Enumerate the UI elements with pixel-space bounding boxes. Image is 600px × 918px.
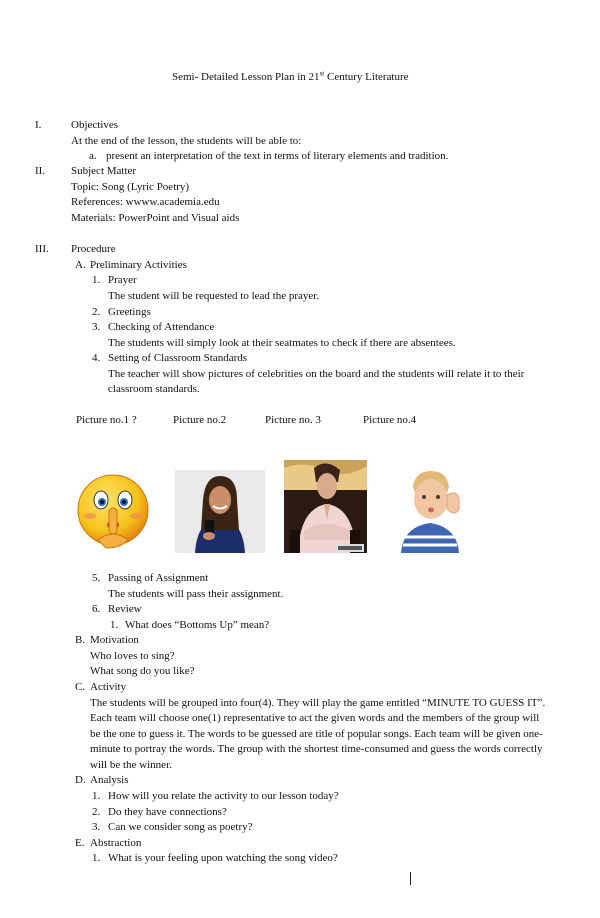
subsection-label: E. bbox=[75, 837, 85, 849]
list-number: 2. bbox=[92, 306, 101, 318]
subsection-heading: Preliminary Activities bbox=[90, 259, 187, 271]
analysis-question: Can we consider song as poetry? bbox=[108, 821, 253, 833]
title-text: Semi- Detailed Lesson Plan in 21 bbox=[172, 71, 320, 83]
picture-label-3: Picture no. 3 bbox=[265, 414, 321, 426]
activity-desc: The students will simply look at their seatmates to check if there are absentees. bbox=[108, 337, 456, 349]
activity-desc: The student will be requested to lead the prayer. bbox=[108, 290, 320, 302]
list-number: 1. bbox=[92, 274, 101, 286]
subsection-label: D. bbox=[75, 774, 86, 786]
section-heading: Objectives bbox=[71, 119, 119, 131]
activity-line: be the one to guess it. The words to be guessed are title of popular songs. Each team will be given one- bbox=[90, 728, 543, 740]
objective-item: present an interpretation of the text in terms of literary elements and tradition. bbox=[106, 150, 449, 162]
list-number: 6. bbox=[92, 603, 101, 615]
list-number: 3. bbox=[92, 821, 101, 833]
section-heading: Procedure bbox=[71, 243, 116, 255]
subsection-label: C. bbox=[75, 681, 86, 693]
activity-title: Review bbox=[108, 603, 142, 615]
subsection-heading: Abstraction bbox=[90, 837, 142, 849]
activity-title: Greetings bbox=[108, 306, 151, 318]
activity-line: minute to portray the words. The group with the shortest time-consumed and guess the words correctly bbox=[90, 743, 543, 755]
activity-title: Prayer bbox=[108, 274, 137, 286]
materials-line: Materials: PowerPoint and Visual aids bbox=[71, 212, 240, 224]
topic-line: Topic: Song (Lyric Poetry) bbox=[71, 181, 190, 193]
list-number: 5. bbox=[92, 572, 101, 584]
picture-label-2: Picture no.2 bbox=[173, 414, 227, 426]
woman-holding-phone-photo bbox=[175, 470, 265, 553]
review-question: What does “Bottoms Up” mean? bbox=[125, 619, 270, 631]
picture-label-1: Picture no.1 ? bbox=[76, 414, 137, 426]
shushing-emoji-icon bbox=[76, 470, 151, 550]
document-title bbox=[172, 70, 409, 84]
subsection-label: A. bbox=[75, 259, 86, 271]
section-number: I. bbox=[35, 119, 42, 131]
list-number: 1. bbox=[110, 619, 119, 631]
references-line: References: wwww.academia.edu bbox=[71, 196, 220, 208]
subsection-label: B. bbox=[75, 634, 86, 646]
activity-title: Checking of Attendance bbox=[108, 321, 215, 333]
list-number: 1. bbox=[92, 852, 101, 864]
subsection-heading: Analysis bbox=[90, 774, 129, 786]
list-number: 1. bbox=[92, 790, 101, 802]
abstraction-question: What is your feeling upon watching the song video? bbox=[108, 852, 338, 864]
motivation-line: What song do you like? bbox=[90, 665, 195, 677]
list-number: 4. bbox=[92, 352, 101, 364]
activity-line: The students will be grouped into four(4). They will play the game entitled “MINUTE TO GUESS IT”. bbox=[90, 697, 546, 709]
motivation-line: Who loves to sing? bbox=[90, 650, 175, 662]
list-number: 2. bbox=[92, 806, 101, 818]
title-text-end: Century Literature bbox=[324, 71, 409, 83]
activity-title: Passing of Assignment bbox=[108, 572, 209, 584]
activity-line: Each team will choose one(1) representative to act the given words and the members of the group will bbox=[90, 712, 540, 724]
activity-line: will be the winner. bbox=[90, 759, 172, 771]
man-seated-photo bbox=[284, 460, 367, 553]
list-number: 3. bbox=[92, 321, 101, 333]
activity-title: Setting of Classroom Standards bbox=[108, 352, 248, 364]
activity-desc: classroom standards. bbox=[108, 383, 200, 395]
text-cursor bbox=[410, 872, 411, 885]
child-listening-photo bbox=[393, 465, 468, 553]
section-number: II. bbox=[35, 165, 46, 177]
title-superscript: st bbox=[319, 69, 325, 78]
analysis-question: Do they have connections? bbox=[108, 806, 227, 818]
analysis-question: How will you relate the activity to our lesson today? bbox=[108, 790, 339, 802]
section-number: III. bbox=[35, 243, 49, 255]
picture-label-4: Picture no.4 bbox=[363, 414, 417, 426]
subsection-heading: Motivation bbox=[90, 634, 139, 646]
subsection-heading: Activity bbox=[90, 681, 127, 693]
activity-desc: The teacher will show pictures of celebrities on the board and the students will relate it to their bbox=[108, 368, 525, 380]
objectives-intro: At the end of the lesson, the students will be able to: bbox=[71, 135, 302, 147]
section-heading: Subject Matter bbox=[71, 165, 137, 177]
list-marker: a. bbox=[89, 150, 97, 162]
activity-desc: The students will pass their assignment. bbox=[108, 588, 284, 600]
